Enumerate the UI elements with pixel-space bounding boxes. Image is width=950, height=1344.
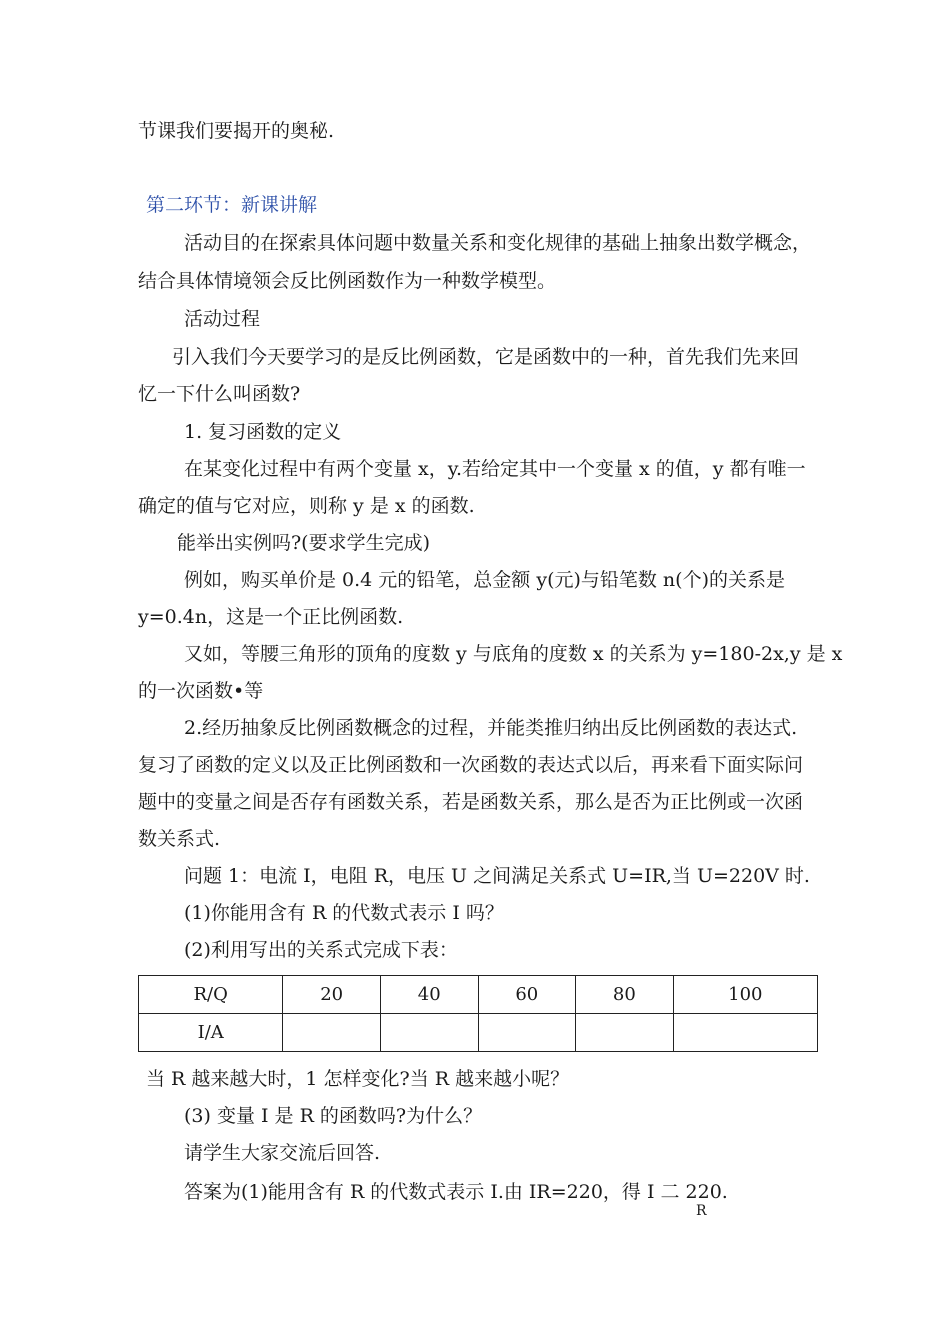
line-8: 1. 复习函数的定义 xyxy=(184,421,342,443)
table-cell: 60 xyxy=(478,976,576,1014)
line-10: 确定的值与它对应，则称 y 是 x 的函数. xyxy=(138,495,475,517)
line-13: y=0.4n，这是一个正比例函数. xyxy=(138,606,404,628)
line-16: 2.经历抽象反比例函数概念的过程，并能类推归纳出反比例函数的表达式. xyxy=(184,717,798,739)
line-15: 的一次函数•等 xyxy=(138,680,264,702)
line-6: 引入我们今天要学习的是反比例函数，它是函数中的一种，首先我们先来回 xyxy=(172,346,800,368)
line-24: (3) 变量 I 是 R 的函数吗?为什么？ xyxy=(184,1105,483,1127)
line-20: 问题 1：电流 I，电阻 R，电压 U 之间满足关系式 U=IR,当 U=220V 时. xyxy=(184,865,810,887)
table-cell: 40 xyxy=(380,976,478,1014)
table-cell xyxy=(478,1014,576,1052)
line-18: 题中的变量之间是否存有函数关系，若是函数关系，那么是否为正比例或一次函 xyxy=(138,791,804,813)
table-cell xyxy=(283,1014,381,1052)
line-5: 活动过程 xyxy=(184,308,261,330)
data-table xyxy=(138,975,818,1052)
table-cell xyxy=(380,1014,478,1052)
table-cell: 20 xyxy=(283,976,381,1014)
line-9: 在某变化过程中有两个变量 x，y.若给定其中一个变量 x 的值，y 都有唯一 xyxy=(184,458,806,480)
line-7: 忆一下什么叫函数? xyxy=(138,383,301,405)
line-23: 当 R 越来越大时，1 怎样变化?当 R 越来越小呢？ xyxy=(146,1068,570,1090)
line-14: 又如，等腰三角形的顶角的度数 y 与底角的度数 x 的关系为 y=180-2x,y 是 x xyxy=(184,643,843,665)
table-cell: 100 xyxy=(673,976,817,1014)
line-22: (2)利用写出的关系式完成下表： xyxy=(184,939,458,961)
line-4: 结合具体情境领会反比例函数作为一种数学模型。 xyxy=(138,270,557,292)
table-cell: R/Q xyxy=(139,976,283,1014)
line-19: 数关系式. xyxy=(138,828,221,850)
table-cell: 80 xyxy=(576,976,674,1014)
table-row xyxy=(139,976,818,1014)
line-25: 请学生大家交流后回答. xyxy=(184,1142,381,1164)
line-26: 答案为(1)能用含有 R 的代数式表示 I.由 IR=220，得 I 二 220. xyxy=(184,1181,728,1203)
line-17: 复习了函数的定义以及正比例函数和一次函数的表达式以后，再来看下面实际问 xyxy=(138,754,804,776)
line-11: 能举出实例吗?(要求学生完成) xyxy=(177,532,431,554)
line-21: (1)你能用含有 R 的代数式表示 I 吗？ xyxy=(184,902,504,924)
line-12: 例如，购买单价是 0.4 元的铅笔，总金额 y(元)与铅笔数 n(个)的关系是 xyxy=(184,569,785,591)
table-cell xyxy=(576,1014,674,1052)
table-cell xyxy=(673,1014,817,1052)
table-row xyxy=(139,1014,818,1052)
line-3: 活动目的在探索具体问题中数量关系和变化规律的基础上抽象出数学概念， xyxy=(184,232,812,254)
line-1: 节课我们要揭开的奥秘. xyxy=(138,120,335,142)
table-cell: I/A xyxy=(139,1014,283,1052)
fraction-denominator: R xyxy=(696,1203,707,1219)
section-heading: 第二环节：新课讲解 xyxy=(146,194,318,216)
